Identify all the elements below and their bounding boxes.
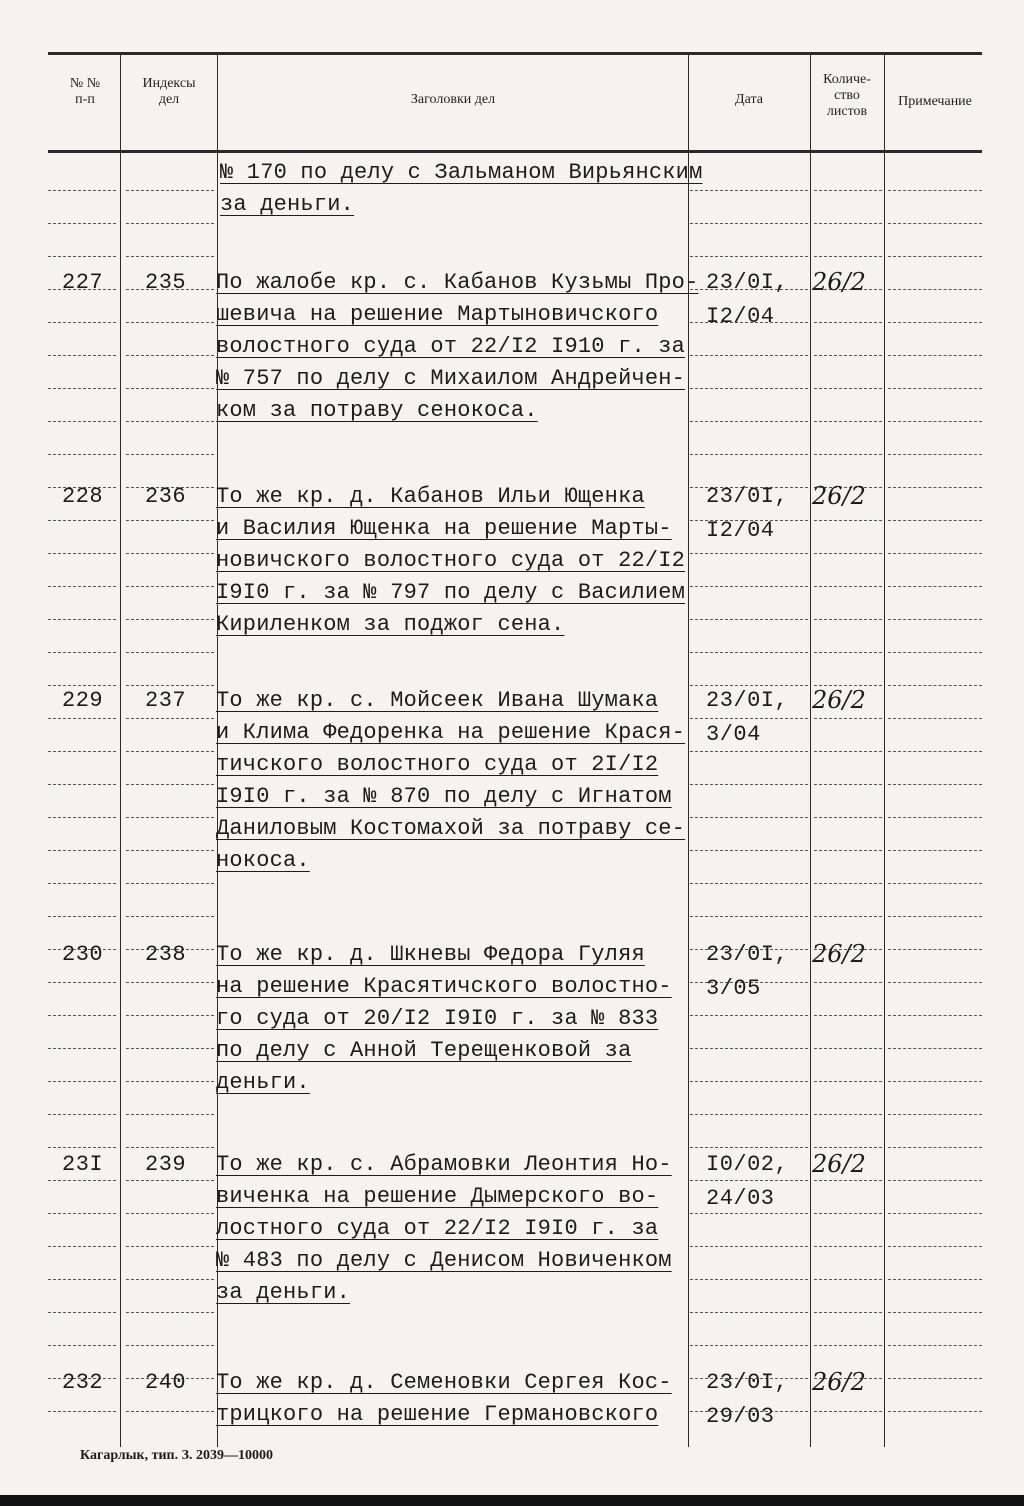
row-guide [814,1180,882,1181]
row-guide [126,751,214,752]
entry-date: 23/0I, [706,942,789,967]
row-guide [48,850,116,851]
title-line: То же кр. д. Кабанов Ильи Ющенка [216,484,645,509]
row-guide [888,685,982,686]
title-line: То же кр. с. Абрамовки Леонтия Но- [216,1152,672,1177]
row-guide [690,553,808,554]
row-guide [48,322,116,323]
row-guide [690,355,808,356]
row-guide [690,223,808,224]
entry-index: 237 [145,688,187,713]
title-line: шевича на решение Мартыновичского [216,302,659,327]
scan-edge [0,1495,1024,1506]
sheet-count: 26/2 [812,686,866,714]
entry-date: 23/0I, [706,270,789,295]
row-guide [888,1081,982,1082]
title-line: по делу с Анной Терещенковой за [216,1038,632,1063]
title-line: за деньги. [216,1280,351,1305]
row-guide [690,1345,808,1346]
row-guide [126,553,214,554]
title-line: По жалобе кр. с. Кабанов Кузьмы Про- [216,270,699,295]
title-line: волостного суда от 22/I2 I910 г. за [216,334,686,359]
entry-index: 236 [145,484,187,509]
row-guide [690,817,808,818]
row-guide [888,520,982,521]
row-guide [126,322,214,323]
row-guide [126,685,214,686]
entry-date: I0/02, [706,1152,789,1177]
row-guide [814,784,882,785]
row-guide [126,1081,214,1082]
row-guide [814,751,882,752]
row-guide [48,1081,116,1082]
row-guide [888,850,982,851]
title-line: на решение Красятичского волостно- [216,974,672,999]
row-guide [48,1279,116,1280]
row-guide [48,1345,116,1346]
row-guide [814,1312,882,1313]
row-guide [888,1180,982,1181]
row-guide [814,223,882,224]
title-line: го суда от 20/I2 I9I0 г. за № 833 [216,1006,659,1031]
row-guide [126,1279,214,1280]
entry-index: 235 [145,270,187,295]
row-guide [48,1312,116,1313]
row-guide [814,850,882,851]
row-guide [888,1114,982,1115]
row-guide [814,520,882,521]
row-guide [126,1345,214,1346]
row-guide [814,1015,882,1016]
header-title: Заголовки дел [410,92,496,107]
row-guide [690,1246,808,1247]
sheet-count: 26/2 [812,940,866,968]
row-guide [814,883,882,884]
row-guide [126,1312,214,1313]
row-guide [888,1345,982,1346]
row-guide [126,1246,214,1247]
row-guide [48,619,116,620]
row-guide [888,223,982,224]
header-number: № № п-п [69,76,101,107]
row-guide [48,1015,116,1016]
row-guide [888,949,982,950]
row-guide [888,916,982,917]
row-guide [690,1213,808,1214]
row-guide [888,718,982,719]
row-guide [888,1015,982,1016]
header-date: Дата [735,92,763,107]
entry-date: 23/0I, [706,484,789,509]
row-guide [888,586,982,587]
column-divider [884,52,885,1447]
row-guide [126,355,214,356]
row-guide [690,1048,808,1049]
header-sheets: Количе- ство листов [823,72,871,119]
row-guide [48,1147,116,1148]
title-line: Даниловым Костомахой за потраву се- [216,816,686,841]
row-guide [814,1114,882,1115]
row-guide [126,1213,214,1214]
row-guide [888,1312,982,1313]
row-guide [814,916,882,917]
row-guide [888,1213,982,1214]
title-line: То же кр. д. Семеновки Сергея Кос- [216,1370,672,1395]
title-line: и Клима Федоренка на решение Крася- [216,720,686,745]
row-guide [888,1411,982,1412]
title-line: То же кр. с. Мойсеек Ивана Шумака [216,688,659,713]
title-line: новичского волостного суда от 22/I2 [216,548,686,573]
row-guide [690,388,808,389]
row-guide [888,817,982,818]
row-guide [814,652,882,653]
row-guide [690,1147,808,1148]
row-guide [48,718,116,719]
row-guide [690,652,808,653]
row-guide [888,1048,982,1049]
row-guide [888,355,982,356]
row-guide [690,1081,808,1082]
printer-imprint: Кагарлык, тип. З. 2039—10000 [80,1448,274,1463]
row-guide [814,256,882,257]
row-guide [690,850,808,851]
row-guide [814,586,882,587]
title-line: деньги. [216,1070,310,1095]
row-guide [126,388,214,389]
row-guide [888,982,982,983]
row-guide [690,586,808,587]
title-line: № 170 по делу с Зальманом Вирьянским [220,160,703,185]
title-line: и Василия Ющенка на решение Марты- [216,516,672,541]
row-guide [888,784,982,785]
title-line: Кириленком за поджог сена. [216,612,565,637]
row-guide [48,256,116,257]
title-line: № 757 по делу с Михаилом Андрейчен- [216,366,686,391]
row-guide [888,322,982,323]
row-guide [888,256,982,257]
row-guide [814,1411,882,1412]
row-guide [48,190,116,191]
row-guide [814,1279,882,1280]
title-line: виченка на решение Дымерского во- [216,1184,659,1209]
row-guide [690,1312,808,1313]
title-line: I9I0 г. за № 870 по делу с Игнатом [216,784,672,809]
entry-index: 238 [145,942,187,967]
row-guide [814,322,882,323]
row-guide [48,883,116,884]
sheet-count: 26/2 [812,1368,866,1396]
row-guide [888,190,982,191]
entry-date: 24/03 [706,1186,775,1211]
row-guide [888,652,982,653]
row-guide [126,784,214,785]
row-guide [888,619,982,620]
row-guide [888,454,982,455]
row-guide [814,1345,882,1346]
row-guide [814,1147,882,1148]
row-guide [888,751,982,752]
row-guide [126,1114,214,1115]
title-line: То же кр. д. Шкневы Федора Гуляя [216,942,645,967]
row-guide [690,421,808,422]
header-index: Индексы дел [142,76,196,107]
row-guide [126,850,214,851]
row-guide [888,1279,982,1280]
row-guide [814,355,882,356]
row-guide [126,1180,214,1181]
row-guide [126,982,214,983]
row-guide [48,784,116,785]
row-guide [690,454,808,455]
row-guide [126,652,214,653]
row-guide [48,1213,116,1214]
row-guide [126,1411,214,1412]
row-guide [888,487,982,488]
row-guide [888,1378,982,1379]
row-guide [126,619,214,620]
row-guide [888,553,982,554]
entry-number: 230 [62,942,104,967]
row-guide [48,454,116,455]
row-guide [888,421,982,422]
entry-number: 232 [62,1370,104,1395]
row-guide [814,553,882,554]
header-note: Примечание [898,94,972,109]
entry-index: 239 [145,1152,187,1177]
row-guide [126,223,214,224]
row-guide [126,916,214,917]
row-guide [48,1048,116,1049]
row-guide [126,1147,214,1148]
sheet-count: 26/2 [812,268,866,296]
row-guide [690,751,808,752]
title-line: трицкого на решение Германовского [216,1402,659,1427]
row-guide [888,1246,982,1247]
entry-number: 23I [62,1152,104,1177]
column-divider [810,52,811,1447]
row-guide [814,190,882,191]
row-guide [126,817,214,818]
row-guide [690,883,808,884]
row-guide [690,1279,808,1280]
entry-date: 29/03 [706,1404,775,1429]
row-guide [126,1015,214,1016]
row-guide [48,355,116,356]
row-guide [126,718,214,719]
row-guide [48,817,116,818]
row-guide [814,1081,882,1082]
row-guide [888,289,982,290]
row-guide [48,553,116,554]
row-guide [690,256,808,257]
entry-date: I2/04 [706,304,775,329]
row-guide [48,1411,116,1412]
row-guide [48,421,116,422]
row-guide [690,1114,808,1115]
row-guide [814,1048,882,1049]
title-line: лостного суда от 22/I2 I9I0 г. за [216,1216,659,1241]
row-guide [814,1213,882,1214]
sheet-count: 26/2 [812,1150,866,1178]
row-guide [814,982,882,983]
entry-date: 23/0I, [706,688,789,713]
row-guide [690,619,808,620]
title-line: № 483 по делу с Денисом Новиченком [216,1248,672,1273]
row-guide [888,388,982,389]
row-guide [126,256,214,257]
row-guide [690,1015,808,1016]
column-divider [120,52,121,1447]
row-guide [814,454,882,455]
row-guide [126,190,214,191]
row-guide [126,586,214,587]
title-line: за деньги. [220,192,355,217]
row-guide [48,520,116,521]
title-line: нокоса. [216,848,310,873]
row-guide [814,388,882,389]
row-guide [48,1246,116,1247]
row-guide [126,883,214,884]
entry-date: I2/04 [706,518,775,543]
sheet-count: 26/2 [812,482,866,510]
row-guide [888,883,982,884]
row-guide [126,1048,214,1049]
entry-number: 228 [62,484,104,509]
row-guide [814,421,882,422]
row-guide [48,916,116,917]
entry-date: 3/05 [706,976,761,1001]
row-guide [48,1180,116,1181]
row-guide [888,1147,982,1148]
row-guide [690,685,808,686]
title-line: ком за потраву сенокоса. [216,398,538,423]
row-guide [48,388,116,389]
row-guide [690,916,808,917]
row-guide [690,1180,808,1181]
entry-date: 23/0I, [706,1370,789,1395]
title-line: I9I0 г. за № 797 по делу с Василием [216,580,686,605]
column-divider [688,52,689,1447]
title-line: тичского волостного суда от 2I/I2 [216,752,659,777]
header-bottom-rule [48,150,982,153]
row-guide [126,520,214,521]
row-guide [48,982,116,983]
row-guide [48,652,116,653]
entry-index: 240 [145,1370,187,1395]
row-guide [48,586,116,587]
row-guide [126,421,214,422]
row-guide [48,1114,116,1115]
entry-number: 227 [62,270,104,295]
entry-number: 229 [62,688,104,713]
row-guide [814,718,882,719]
row-guide [48,751,116,752]
row-guide [48,685,116,686]
row-guide [690,190,808,191]
row-guide [690,784,808,785]
row-guide [48,223,116,224]
entry-date: 3/04 [706,722,761,747]
table-top-rule [48,52,982,55]
row-guide [690,718,808,719]
row-guide [814,1246,882,1247]
row-guide [814,619,882,620]
row-guide [126,454,214,455]
row-guide [814,817,882,818]
